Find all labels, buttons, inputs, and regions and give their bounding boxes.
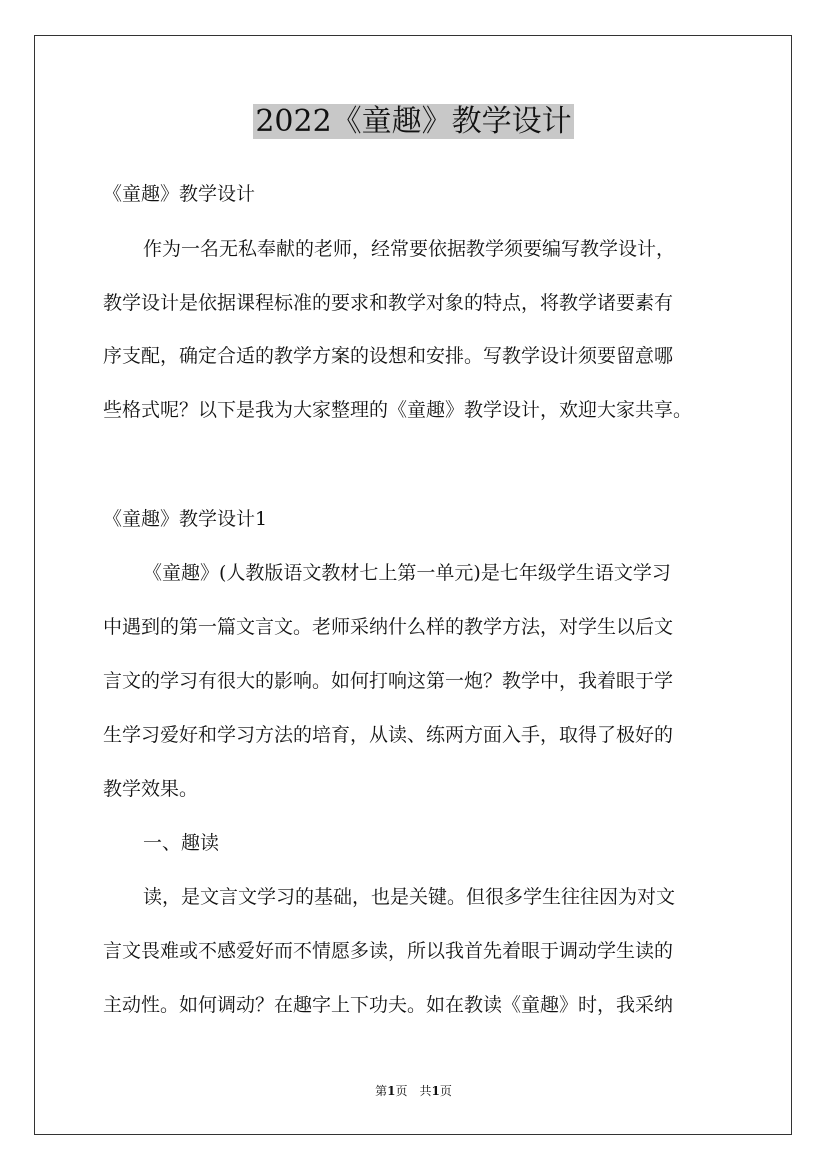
footer-page-number: 1 <box>387 1084 396 1098</box>
part1-heading: 一、趣读 <box>143 832 220 854</box>
section1-line-1: 《童趣》(人教版语文教材七上第一单元)是七年级学生语文学习 <box>143 562 671 584</box>
section1-line-3: 言文的学习有很大的影响。如何打响这第一炮？教学中，我着眼于学 <box>103 670 674 692</box>
part1-line-3: 主动性。如何调动？在趣字上下功夫。如在教读《童趣》时，我采纳 <box>103 994 674 1016</box>
footer-page-total: 1 <box>431 1084 440 1098</box>
intro-line-4: 些格式呢？以下是我为大家整理的《童趣》教学设计，欢迎大家共享。 <box>103 399 693 421</box>
intro-line-2: 教学设计是依据课程标准的要求和教学对象的特点，将教学诸要素有 <box>103 292 674 314</box>
page-footer <box>0 1083 827 1099</box>
intro-line-3: 序支配，确定合适的教学方案的设想和安排。写教学设计须要留意哪 <box>103 345 674 367</box>
part1-line-2: 言文畏难或不感爱好而不情愿多读，所以我首先着眼于调动学生读的 <box>103 940 674 962</box>
section1-line-5: 教学效果。 <box>103 778 199 800</box>
document-title <box>0 102 827 142</box>
section1-line-4: 生学习爱好和学习方法的培育，从读、练两方面入手，取得了极好的 <box>103 724 674 746</box>
section1-line-2: 中遇到的第一篇文言文。老师采纳什么样的教学方法，对学生以后文 <box>103 616 674 638</box>
section1-heading: 《童趣》教学设计1 <box>103 508 268 530</box>
footer-mid: 页 共 <box>395 1084 432 1098</box>
document-title-text: 2022《童趣》教学设计 <box>255 104 572 139</box>
intro-line-1: 作为一名无私奉献的老师，经常要依据教学须要编写教学设计， <box>143 238 676 260</box>
part1-line-1: 读，是文言文学习的基础，也是关键。但很多学生往往因为对文 <box>143 886 676 908</box>
footer-prefix: 第 <box>375 1084 388 1098</box>
document-subtitle: 《童趣》教学设计 <box>103 183 256 205</box>
footer-suffix: 页 <box>439 1084 452 1098</box>
